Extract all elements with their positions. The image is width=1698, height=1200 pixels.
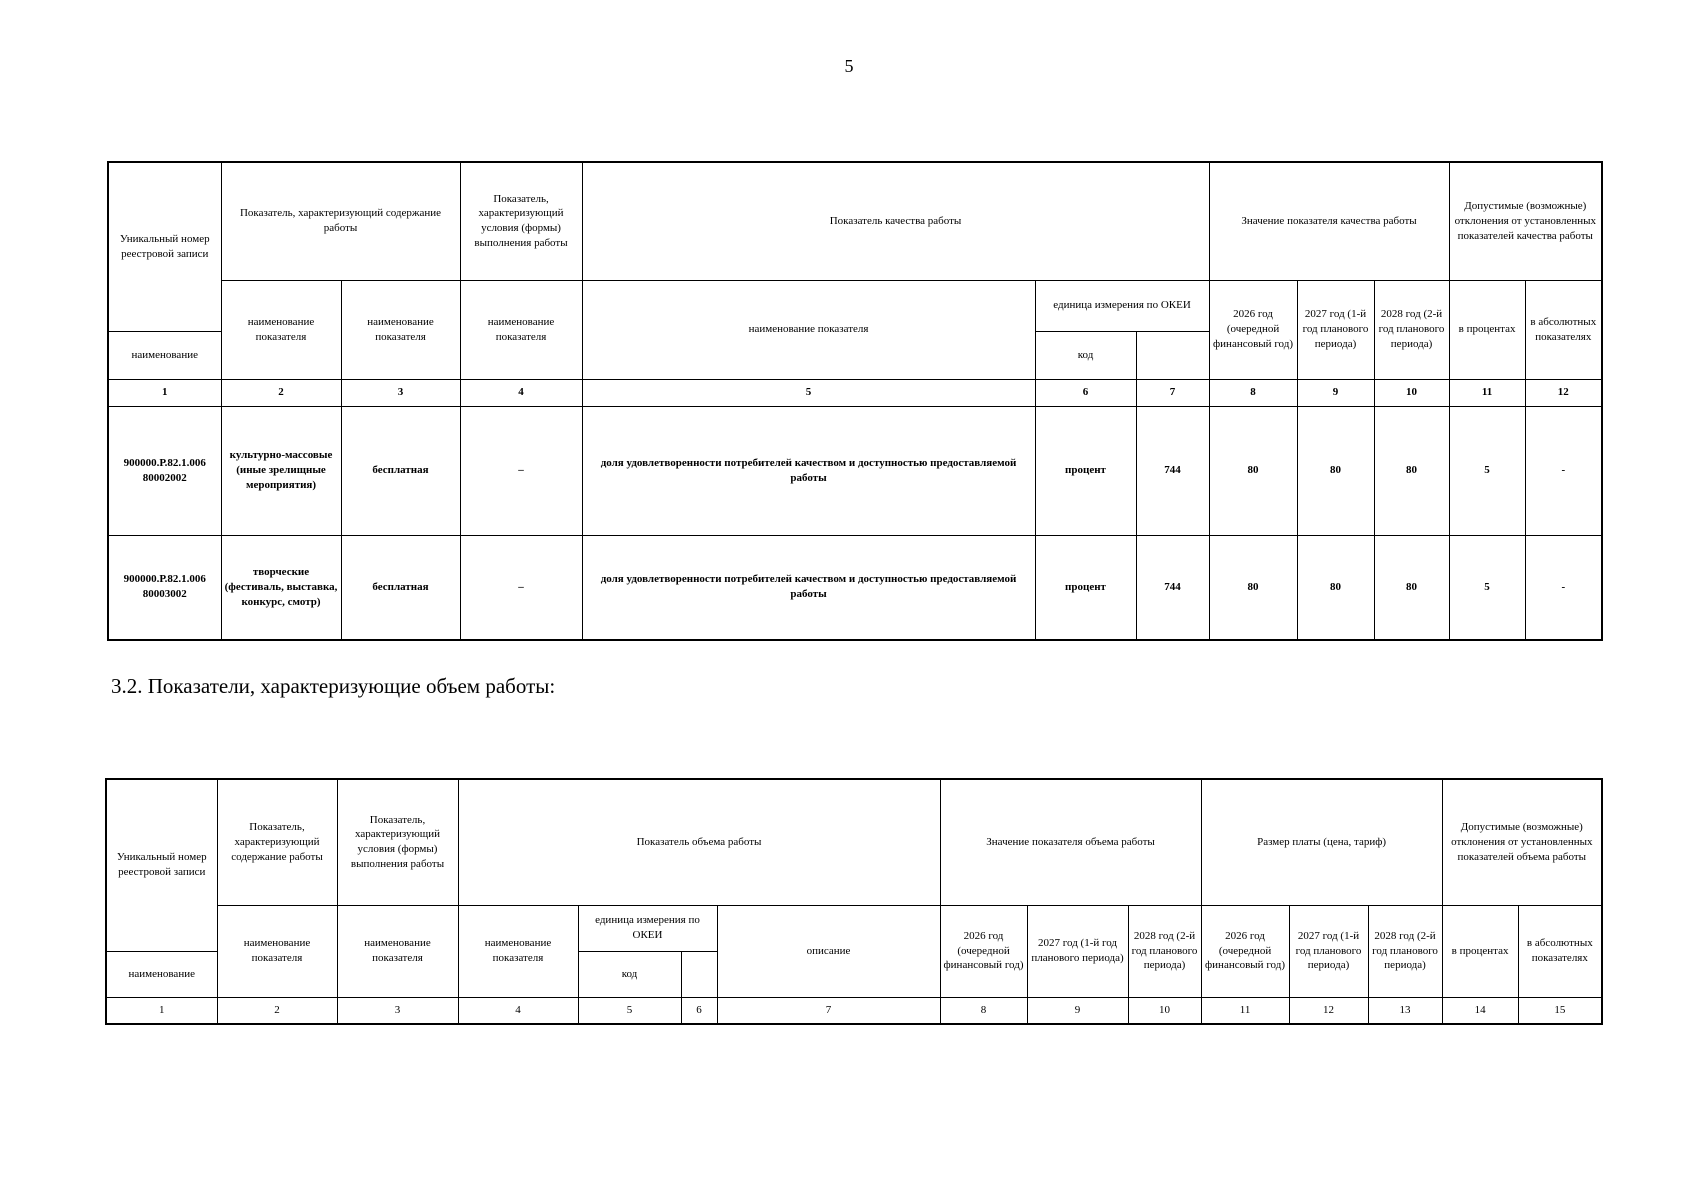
column-number: 8 [940,997,1027,1024]
value-2027: 80 [1297,535,1374,640]
column-number: 2 [217,997,337,1024]
registry-number: 900000.Р.82.1.006 80003002 [108,535,221,640]
column-number: 6 [1035,379,1136,406]
column-number: 13 [1368,997,1442,1024]
header-conditions-indicator: Показатель, характеризующий условия (формы) выполнения работы [460,162,582,280]
header-volume-value: Значение показателя объема работы [940,779,1201,905]
header-unit-name: наименование [106,951,217,997]
header-percent: в процентах [1442,905,1518,997]
header-content-indicator: Показатель, характеризующий содержание работы [217,779,337,905]
column-number: 2 [221,379,341,406]
value-2028: 80 [1374,406,1449,535]
header-content-name-2: наименование показателя [341,280,460,379]
column-number: 4 [458,997,578,1024]
header-year-2027: 2027 год (1-й год планового периода) [1297,280,1374,379]
section-heading: 3.2. Показатели, характеризующие объем работы: [111,674,556,698]
conditions-indicator-name: – [460,406,582,535]
content-indicator-name-2: бесплатная [341,406,460,535]
header-indicator-name: наименование показателя [458,905,578,997]
header-unit-code: код [578,951,681,997]
column-number: 3 [337,997,458,1024]
content-indicator-name-2: бесплатная [341,535,460,640]
value-2026: 80 [1209,406,1297,535]
header-quality-indicator: Показатель качества работы [582,162,1209,280]
header-absolute: в абсолютных показателях [1518,905,1602,997]
table-row [108,406,1602,535]
header-okei-unit: единица измерения по ОКЕИ [578,905,717,951]
header-quality-value: Значение показателя качества работы [1209,162,1449,280]
unit-name: процент [1035,406,1136,535]
deviation-percent: 5 [1449,535,1525,640]
registry-number: 900000.Р.82.1.006 80002002 [108,406,221,535]
column-number: 5 [578,997,681,1024]
column-number: 12 [1289,997,1368,1024]
header-unit-name: наименование [108,331,221,379]
column-number: 11 [1449,379,1525,406]
conditions-indicator-name: – [460,535,582,640]
content-indicator-name: культурно-массовые (иные зрелищные мероприятия) [221,406,341,535]
header-registry-number: Уникальный номер реестровой записи [108,162,221,331]
header-description: описание [717,905,940,997]
header-conditions-name: наименование показателя [460,280,582,379]
column-number: 6 [681,997,717,1024]
value-2028: 80 [1374,535,1449,640]
column-number: 3 [341,379,460,406]
header-volume-year-2028: 2028 год (2-й год планового периода) [1128,905,1201,997]
header-conditions-name: наименование показателя [337,905,458,997]
header-content-name: наименование показателя [217,905,337,997]
value-2027: 80 [1297,406,1374,535]
header-registry-number: Уникальный номер реестровой записи [106,779,217,951]
header-year-2028: 2028 год (2-й год планового периода) [1374,280,1449,379]
header-unit-code: код [1035,331,1136,379]
column-number: 10 [1374,379,1449,406]
header-percent: в процентах [1449,280,1525,379]
quality-indicator-name: доля удовлетворенности потребителей качеством и доступностью предоставляемой работы [582,406,1035,535]
column-number: 8 [1209,379,1297,406]
header-fee: Размер платы (цена, тариф) [1201,779,1442,905]
column-number: 1 [106,997,217,1024]
header-volume-year-2026: 2026 год (очередной финансовый год) [940,905,1027,997]
header-fee-year-2028: 2028 год (2-й год планового периода) [1368,905,1442,997]
column-number: 7 [1136,379,1209,406]
header-deviations: Допустимые (возможные) отклонения от установленных показателей объема работы [1442,779,1602,905]
table-row [108,535,1602,640]
header-content-indicator: Показатель, характеризующий содержание работы [221,162,460,280]
page-number: 5 [844,56,854,76]
deviation-absolute: - [1525,535,1602,640]
deviation-absolute: - [1525,406,1602,535]
column-number: 7 [717,997,940,1024]
column-number: 12 [1525,379,1602,406]
column-numbers-row [108,379,1602,406]
header-volume-indicator: Показатель объема работы [458,779,940,905]
header-deviations: Допустимые (возможные) отклонения от установленных показателей качества работы [1449,162,1602,280]
header-okei-unit: единица измерения по ОКЕИ [1035,280,1209,331]
column-number: 10 [1128,997,1201,1024]
column-number: 15 [1518,997,1602,1024]
deviation-percent: 5 [1449,406,1525,535]
unit-name: процент [1035,535,1136,640]
unit-code: 744 [1136,406,1209,535]
header-fee-year-2027: 2027 год (1-й год планового периода) [1289,905,1368,997]
column-number: 14 [1442,997,1518,1024]
header-conditions-indicator: Показатель, характеризующий условия (формы) выполнения работы [337,779,458,905]
header-content-name-1: наименование показателя [221,280,341,379]
volume-indicators-table [105,778,1603,1025]
column-number: 1 [108,379,221,406]
column-number: 5 [582,379,1035,406]
header-indicator-name: наименование показателя [582,280,1035,379]
quality-indicator-name: доля удовлетворенности потребителей качеством и доступностью предоставляемой работы [582,535,1035,640]
header-absolute: в абсолютных показателях [1525,280,1602,379]
column-number: 4 [460,379,582,406]
column-number: 9 [1297,379,1374,406]
column-number: 11 [1201,997,1289,1024]
content-indicator-name: творческие (фестиваль, выставка, конкурс, смотр) [221,535,341,640]
column-numbers-row [106,997,1602,1024]
header-volume-year-2027: 2027 год (1-й год планового периода) [1027,905,1128,997]
header-year-2026: 2026 год (очередной финансовый год) [1209,280,1297,379]
column-number: 9 [1027,997,1128,1024]
quality-indicators-table [107,161,1603,641]
unit-code: 744 [1136,535,1209,640]
value-2026: 80 [1209,535,1297,640]
header-fee-year-2026: 2026 год (очередной финансовый год) [1201,905,1289,997]
